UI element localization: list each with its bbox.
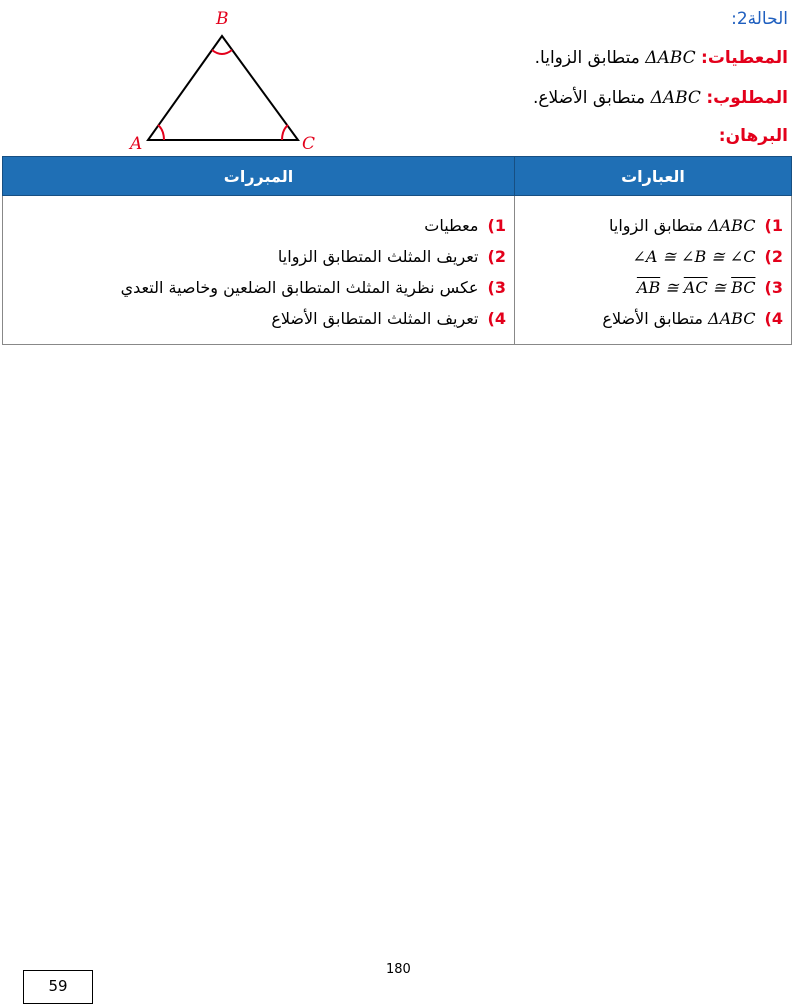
reason-number: 1) [487,216,506,235]
reason-text: تعريف المثلث المتطابق الزوايا [277,247,479,266]
required-text: متطابق الأضلاع. [532,88,651,108]
reason-3 [11,272,506,303]
reasons-column [3,196,515,345]
given-label: المعطيات: [701,48,788,68]
required-line [533,88,788,108]
reason-number: 4) [487,309,506,328]
reason-text: معطيات [424,216,479,235]
reason-2 [11,241,506,272]
reason-text: تعريف المثلث المتطابق الأضلاع [271,309,479,328]
angle-mark-b [212,50,232,54]
statement-math [637,278,756,297]
page-number: 180 [386,962,411,977]
statement-number: 1) [764,216,783,235]
segment-ac: $\overline{AC}$ [683,278,708,297]
triangle-shape [148,36,298,140]
statement-number: 3) [764,278,783,297]
statement-math: ΔABC [708,216,756,235]
statement-text: متطابق الزوايا [609,216,709,235]
required-label: المطلوب: [706,88,788,108]
header-reasons: المبررات [3,157,515,196]
segment-ab: $\overline{AB}$ [636,278,661,297]
statement-math: ∠A ≅ ∠B ≅ ∠C [632,247,756,266]
given-line [535,48,788,68]
reason-number: 3) [487,278,506,297]
statement-text: متطابق الأضلاع [602,309,709,328]
angle-mark-a [158,125,164,140]
statement-3 [523,272,783,303]
statement-2 [523,241,783,272]
proof-table [2,156,792,345]
statement-math: ΔABC [708,309,756,328]
given-text: متطابق الزوايا. [534,48,646,68]
angle-mark-c [282,125,288,140]
given-math: ΔABC [645,48,696,68]
reason-4 [11,303,506,334]
statement-1 [523,210,783,241]
proof-line [719,126,788,146]
congruent-sign: ≅ [707,278,732,297]
statement-4 [523,303,783,334]
congruent-sign: ≅ [660,278,684,297]
page-box-number: 59 [23,970,93,1004]
reason-text: عكس نظرية المثلث المتطابق الضلعين وخاصية التعدي [120,278,479,297]
vertex-label-a: A [130,134,143,154]
segment-bc: $\overline{BC}$ [731,278,756,297]
case-title: الحالة2: [731,9,788,29]
triangle-diagram [120,6,320,156]
statements-column [515,196,792,345]
vertex-label-c: C [302,134,316,154]
vertex-label-b: B [216,9,229,29]
statement-number: 2) [764,247,783,266]
reason-1 [11,210,506,241]
header-statements: العبارات [515,157,792,196]
statement-number: 4) [764,309,783,328]
proof-label: البرهان: [718,126,788,146]
reason-number: 2) [487,247,506,266]
required-math: ΔABC [650,88,701,108]
